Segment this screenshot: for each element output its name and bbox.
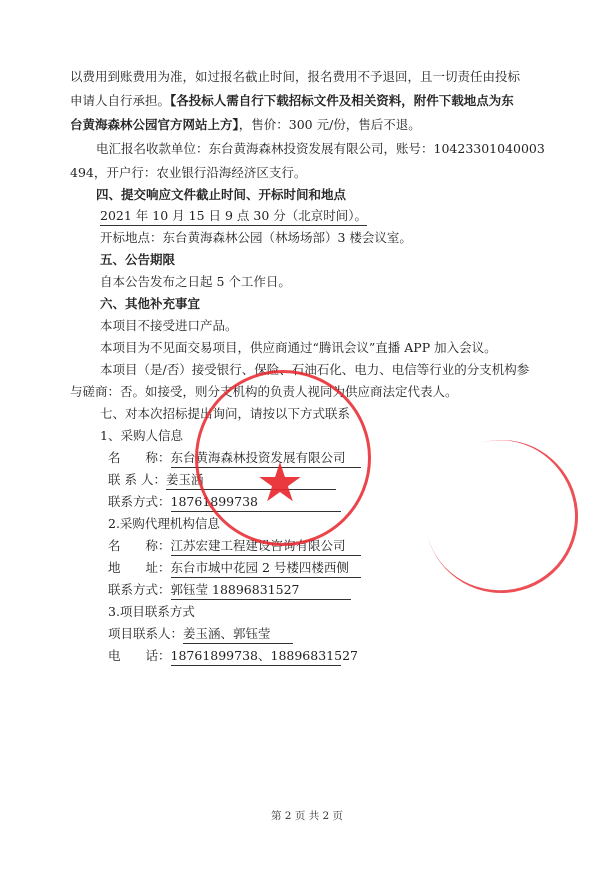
text-line-4: 电汇报名收款单位：东台黄海森林投资发展有限公司，账号：10423301040003 — [96, 141, 545, 156]
text-line-2 — [70, 92, 614, 110]
text-line-1: 以费用到账费用为准，如过报名截止时间，报名费用不予退回，且一切责任由投标 — [70, 69, 521, 84]
project-contact-heading: 3.项目联系方式 — [108, 604, 195, 619]
online-meeting-text: 本项目为不见面交易项目，供应商通过“腾讯会议”直播 APP 加入会议。 — [100, 340, 497, 355]
seal-star-icon: ★ — [255, 451, 305, 514]
purchaser-phone-value: 18761899738 — [171, 493, 341, 512]
section-7-heading: 七、对本次招标提出询问，请按以下方式联系 — [100, 406, 351, 421]
purchaser-contact-value: 姜玉涵 — [166, 471, 336, 490]
section-6-heading: 六、其他补充事宜 — [100, 296, 201, 311]
agency-address-label: 地 址： — [108, 560, 171, 575]
purchaser-name-value: 东台黄海森林投资发展有限公司 — [171, 449, 361, 468]
project-contact-row — [108, 625, 614, 644]
agency-phone-value: 郭钰莹 18896831527 — [171, 581, 351, 600]
purchaser-phone-label: 联系方式： — [108, 494, 171, 509]
text-line-3 — [70, 116, 614, 134]
purchaser-name-label: 名 称： — [108, 450, 171, 465]
notice-period-text: 自本公告发布之日起 5 个工作日。 — [100, 274, 291, 289]
agency-address-value: 东台市城中花园 2 号楼四楼西侧 — [171, 559, 361, 578]
agency-name-label: 名 称： — [108, 538, 171, 553]
branch-text-2: 与磋商：否。如接受，则分支机构的负责人视同为供应商法定代表人。 — [70, 384, 458, 399]
branch-text-1: 本项目（是/否）接受银行、保险、石油石化、电力、电信等行业的分支机构参 — [100, 362, 530, 377]
text-line-2-bold: 【各投标人需自行下载招标文件及相关资料，附件下载地点为东 — [170, 93, 514, 108]
deadline-text — [100, 207, 614, 226]
agency-phone-row — [108, 581, 614, 600]
section-5-heading: 五、公告期限 — [100, 252, 176, 267]
page-footer: 第 2 页 共 2 页 — [270, 810, 344, 822]
purchaser-heading: 1、采购人信息 — [100, 428, 183, 443]
project-contact-value: 姜玉涵、郭钰莹 — [183, 625, 293, 644]
project-phone-value: 18761899738、18896831527 — [171, 647, 341, 666]
section-4-heading: 四、提交响应文件截止时间、开标时间和地点 — [96, 187, 347, 202]
agency-heading: 2.采购代理机构信息 — [108, 516, 220, 531]
text-line-3-bold: 台黄海森林公园官方网站上方】 — [70, 117, 239, 132]
deadline-value: 2021 年 10 月 15 日 9 点 30 分（北京时间）。 — [100, 207, 367, 226]
text-line-5: 494，开户行：农业银行沿海经济区支行。 — [70, 165, 307, 180]
project-phone-row — [108, 647, 614, 666]
purchaser-contact-label: 联 系 人： — [108, 472, 166, 487]
agency-phone-label: 联系方式： — [108, 582, 171, 597]
project-phone-label: 电 话： — [108, 648, 171, 663]
opening-location-text: 开标地点：东台黄海森林公园（林场场部）3 楼会议室。 — [100, 230, 412, 245]
no-import-text: 本项目不接受进口产品。 — [100, 318, 238, 333]
text-line-3-tail: ，售价：300 元/份，售后不退。 — [238, 117, 421, 132]
text-line-2-normal: 申请人自行承担。 — [70, 93, 171, 108]
agency-name-value: 江苏宏建工程建设咨询有限公司 — [171, 537, 361, 556]
project-contact-label: 项目联系人： — [108, 626, 184, 641]
